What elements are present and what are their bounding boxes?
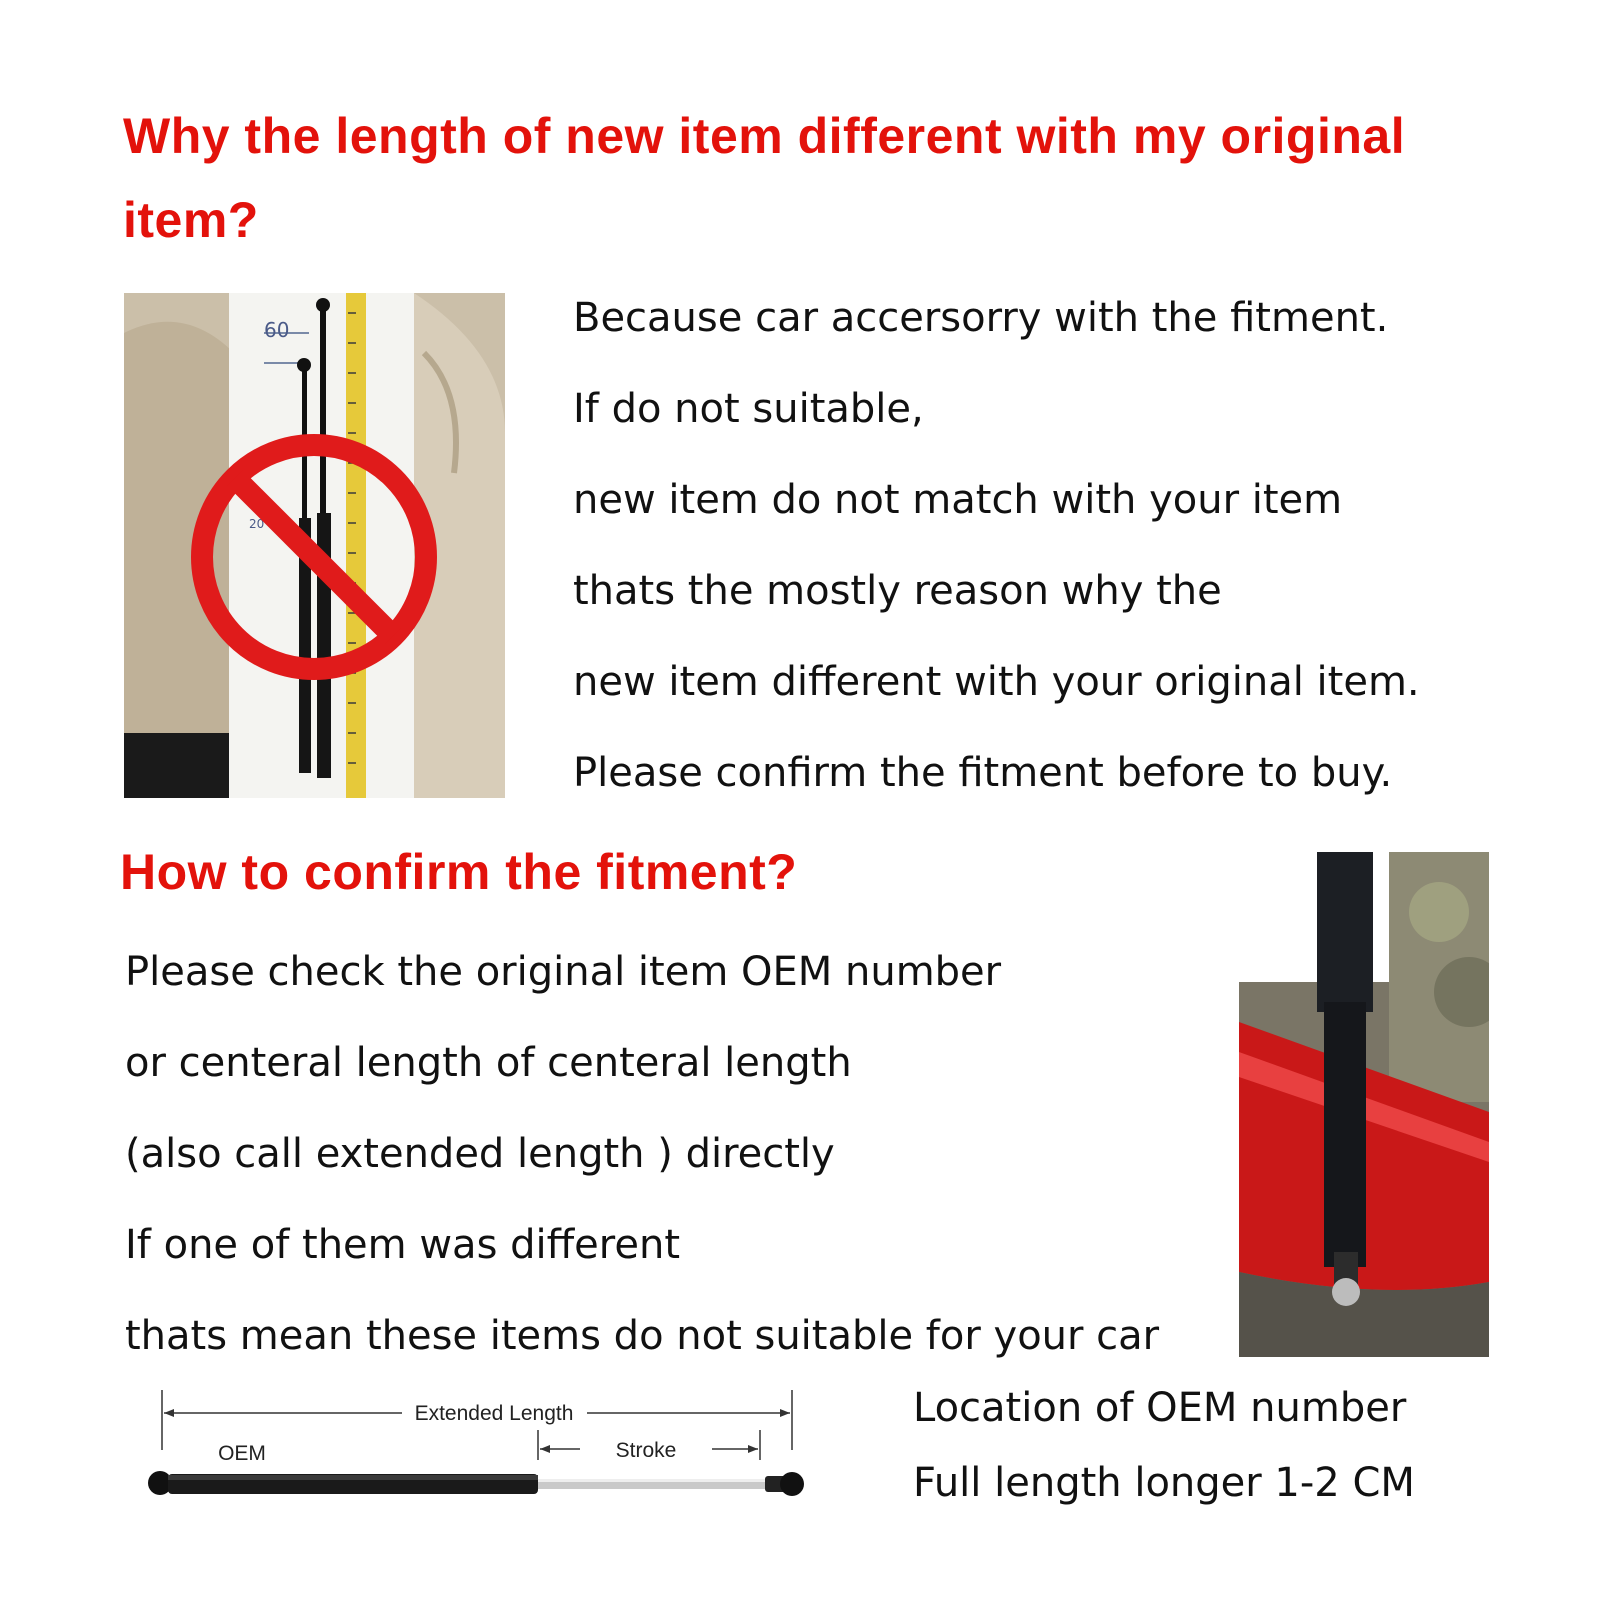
why-line-6: Please confirm the fitment before to buy. xyxy=(573,750,1393,796)
how-line-1: Please check the original item OEM number xyxy=(125,949,1002,995)
how-heading: How to confirm the fitment? xyxy=(120,844,798,900)
why-line-3: new item do not match with your item xyxy=(573,477,1343,523)
installed-strut-illustration xyxy=(1239,852,1489,1357)
strut-dimension-diagram xyxy=(140,1390,820,1510)
stroke-label: Stroke xyxy=(615,1439,677,1462)
diagram-notes xyxy=(913,1380,1415,1530)
ruler-mark-60: 60 xyxy=(264,318,290,342)
note-full-length: Full length longer 1-2 CM xyxy=(913,1460,1415,1506)
how-line-3: (also call extended length ) directly xyxy=(125,1131,835,1177)
how-line-2: or centeral length of centeral length xyxy=(125,1040,852,1086)
how-instructions xyxy=(125,942,1159,1397)
why-line-4: thats the mostly reason why the xyxy=(573,568,1222,614)
how-line-4: If one of them was different xyxy=(125,1222,680,1268)
why-explanation xyxy=(573,288,1420,834)
ruler-mark-20: 20 xyxy=(249,517,265,531)
how-line-5: thats mean these items do not suitable for your car xyxy=(125,1313,1160,1359)
why-line-1: Because car accersorry with the fitment. xyxy=(573,295,1389,341)
oem-label: OEM xyxy=(218,1442,266,1465)
strut-measure-illustration xyxy=(124,293,505,798)
why-heading: Why the length of new item different with my original item? xyxy=(123,108,1406,248)
why-line-2: If do not suitable, xyxy=(573,386,924,432)
note-oem-location: Location of OEM number xyxy=(913,1385,1407,1431)
extended-length-label: Extended Length xyxy=(414,1402,574,1425)
strut-measure-photo xyxy=(124,293,505,798)
why-line-5: new item different with your original item. xyxy=(573,659,1420,705)
installed-strut-photo xyxy=(1239,852,1489,1357)
